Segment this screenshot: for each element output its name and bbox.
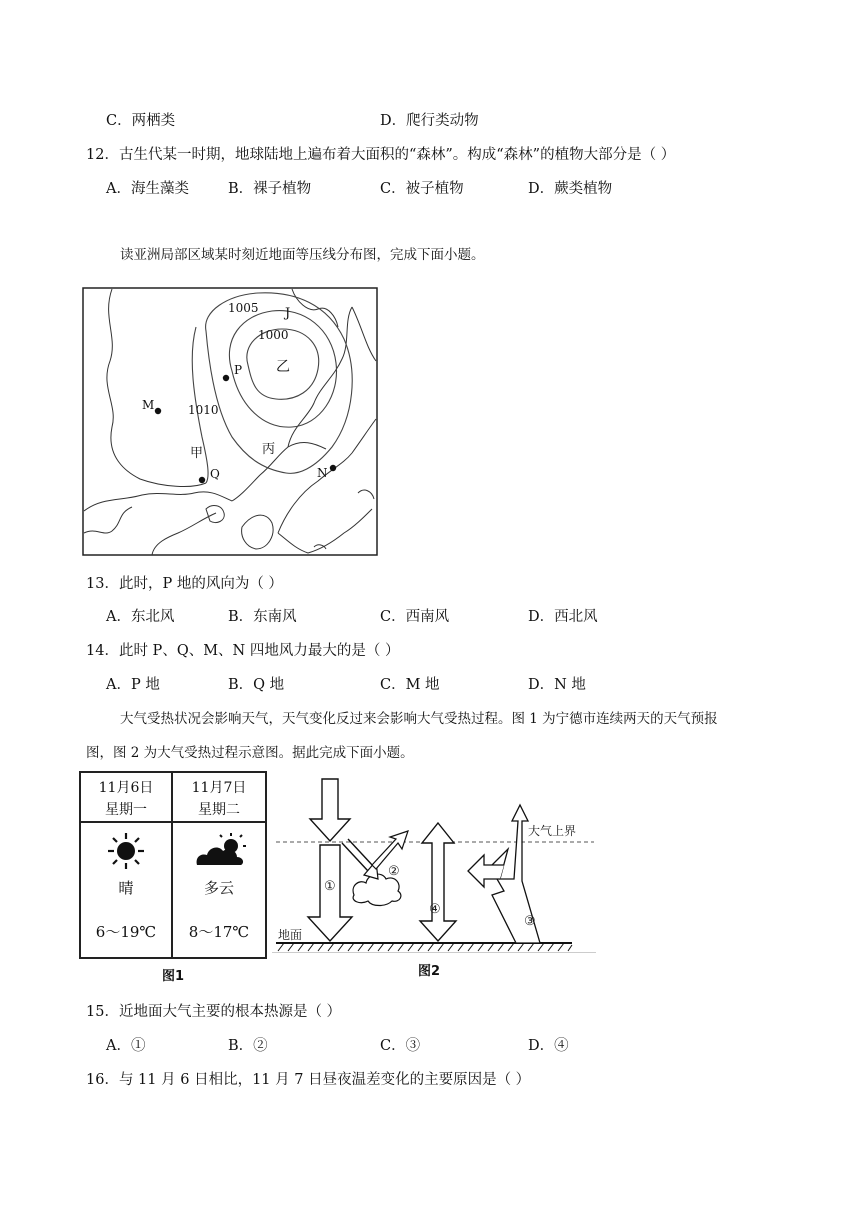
fig2-caption: 图2 <box>418 964 441 979</box>
fig1-day2-date: 11月7日 <box>191 780 247 796</box>
fig2-arrow-2-label: ② <box>388 864 400 879</box>
fig1-day1-weekday: 星期一 <box>105 802 147 818</box>
q11-option-c: C．两栖类 <box>106 113 176 129</box>
q12-option-a: A．海生藻类 <box>106 181 189 197</box>
q13-option-b: B．东南风 <box>228 609 297 625</box>
isobar-label-1010: 1010 <box>188 403 219 417</box>
q14-option-d: D．N 地 <box>528 677 586 693</box>
sun-icon <box>106 831 146 871</box>
q11-option-d: D．爬行类动物 <box>380 113 479 129</box>
map-point-p <box>223 375 229 381</box>
fig1-day2-temp: 8～17℃ <box>188 923 250 941</box>
q16-stem: 16．与 11 月 6 日相比，11 月 7 日昼夜温差变化的主要原因是（ ） <box>86 1072 531 1088</box>
map-label-m: M <box>142 398 155 412</box>
q13-stem: 13．此时，P 地的风向为（ ） <box>86 576 283 592</box>
fig2-arrow-1-label: ① <box>324 879 336 894</box>
fig2-arrow-3-label: ③ <box>524 914 536 929</box>
map-label-n: N <box>317 466 328 480</box>
map-label-bing: 丙 <box>262 442 276 457</box>
fig1-day2-weather: 多云 <box>203 879 234 897</box>
fig2-label-top-of-atmosphere: 大气上界 <box>528 824 577 838</box>
q15-option-b: B．② <box>228 1038 268 1054</box>
q13-option-c: C．西南风 <box>380 609 450 625</box>
q13-option-a: A．东北风 <box>106 609 175 625</box>
passage-isobar-intro: 读亚洲局部区域某时刻近地面等压线分布图，完成下面小题。 <box>120 247 485 263</box>
fig1-day1-date: 11月6日 <box>98 780 154 796</box>
isobar-label-1000: 1000 <box>258 328 289 342</box>
q15-option-d: D．④ <box>528 1038 569 1054</box>
q15-stem: 15．近地面大气主要的根本热源是（ ） <box>86 1004 342 1020</box>
fig1-day1-weather: 晴 <box>118 879 134 897</box>
fig1-weather-forecast <box>79 771 267 959</box>
passage-heating-intro-line1: 大气受热状况会影响天气，天气变化反过来会影响大气受热过程。图 1 为宁德市连续两天的天气预报 <box>120 711 718 727</box>
map-point-q <box>199 477 205 483</box>
q12-stem: 12．古生代某一时期，地球陆地上遍布着大面积的“森林”。构成“森林”的植物大部分是（ ） <box>86 147 676 163</box>
cloudy-sun-icon <box>193 831 249 871</box>
isobar-label-1005: 1005 <box>228 301 259 315</box>
fig1-day1-temp: 6～19℃ <box>95 923 157 941</box>
fig1-caption: 图1 <box>162 969 185 984</box>
passage-heating-intro-line2: 图，图 2 为大气受热过程示意图。据此完成下面小题。 <box>86 745 414 761</box>
q14-option-b: B．Q 地 <box>228 677 285 693</box>
map-point-n <box>330 465 336 471</box>
isobar-map <box>82 287 379 557</box>
q15-option-a: A．① <box>106 1038 146 1054</box>
map-point-m <box>155 408 161 414</box>
map-label-p: P <box>234 363 243 377</box>
map-label-j: J <box>285 306 291 321</box>
fig2-heating-diagram <box>272 775 596 955</box>
q14-stem: 14．此时 P、Q、M、N 四地风力最大的是（ ） <box>86 643 400 659</box>
q12-option-b: B．裸子植物 <box>228 181 312 197</box>
map-label-yi: 乙 <box>276 359 290 375</box>
q15-option-c: C．③ <box>380 1038 421 1054</box>
q13-option-d: D．西北风 <box>528 609 598 625</box>
q14-option-a: A．P 地 <box>106 677 160 693</box>
map-label-q: Q <box>210 467 220 481</box>
fig2-label-ground: 地面 <box>278 928 303 942</box>
q12-option-c: C．被子植物 <box>380 181 464 197</box>
fig1-day2-weekday: 星期二 <box>198 802 240 818</box>
map-label-jia: 甲 <box>190 446 204 461</box>
q14-option-c: C．M 地 <box>380 677 440 693</box>
fig2-arrow-4-label: ④ <box>429 902 441 917</box>
q12-option-d: D．蕨类植物 <box>528 181 613 197</box>
